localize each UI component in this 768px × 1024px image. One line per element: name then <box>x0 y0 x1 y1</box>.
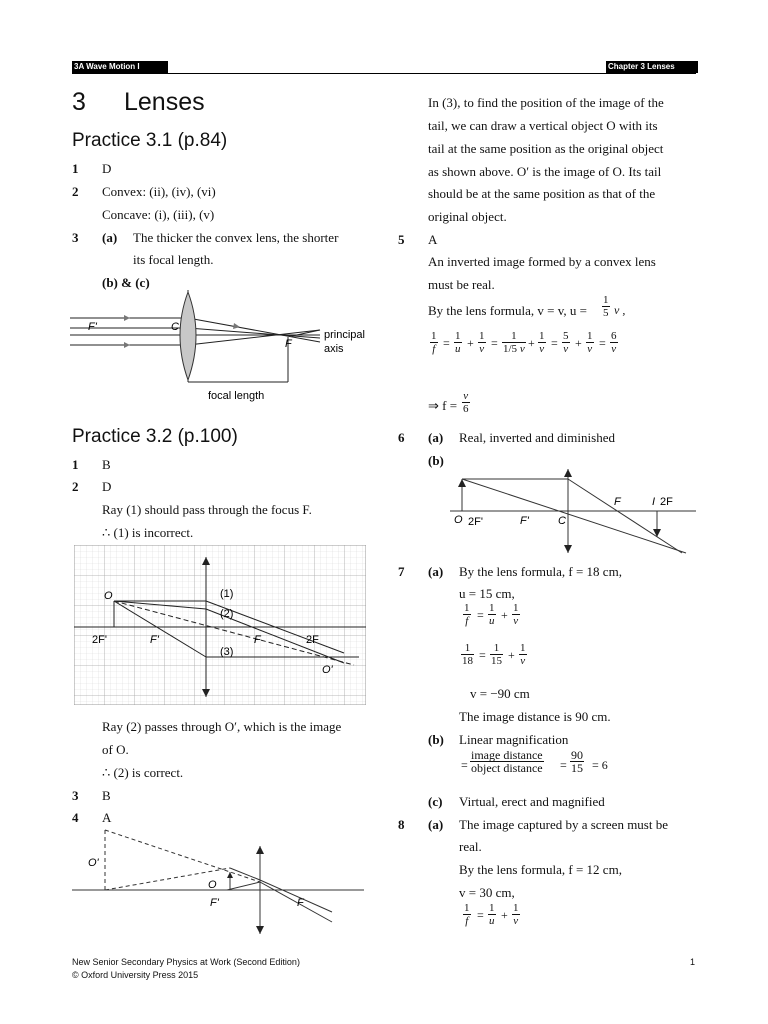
footer-copyright: © Oxford University Press 2015 <box>72 970 199 980</box>
label-f-prime: F' <box>520 515 529 527</box>
label-f-prime: F' <box>150 634 159 646</box>
fraction: $\frac{1}{v}$ <box>520 642 526 667</box>
answer-text: Linear magnification <box>459 732 569 747</box>
math-text: = <box>491 336 498 350</box>
answer-text: must be real. <box>428 277 495 292</box>
part-label: (a) <box>428 430 444 445</box>
answer-text: v = 30 cm, <box>459 885 515 900</box>
fraction: $\frac{1}{1/5 v}$ <box>503 330 525 355</box>
label-o-prime: O' <box>88 857 99 869</box>
math-text: v , <box>614 303 626 317</box>
label-2f-prime: 2F' <box>92 634 107 646</box>
answer-text: By the lens formula, f = 12 cm, <box>459 862 622 877</box>
label-2f: 2F <box>306 634 319 646</box>
fraction: $\frac{6}{v}$ <box>611 330 617 355</box>
fraction: $\frac{1}{v}$ <box>539 330 545 355</box>
q-number: 2 <box>72 184 79 199</box>
answer-text: B <box>102 457 111 472</box>
q-number: 5 <box>398 232 405 247</box>
answer-text: The image distance is 90 cm. <box>459 709 611 724</box>
image-arrow-icon <box>653 529 661 537</box>
lens-arrow-bottom-icon <box>256 926 264 934</box>
answer-text: By the lens formula, f = 18 cm, <box>459 564 622 579</box>
math-text: = 6 <box>592 758 608 772</box>
part-label: (a) <box>102 230 118 245</box>
page-number: 1 <box>690 957 696 967</box>
fraction: $\frac{1}{15}$ <box>491 642 502 667</box>
lens-arrow-bottom-icon <box>564 545 572 553</box>
math-text: = <box>599 336 606 350</box>
fraction: $\frac{1}{v}$ <box>587 330 593 355</box>
fraction: $\frac{1}{f}$ <box>464 902 470 927</box>
q-number: 2 <box>72 479 79 494</box>
label-2f-prime: 2F' <box>468 516 483 528</box>
part-label: (a) <box>428 817 444 832</box>
fraction: $\frac{1}{v}$ <box>513 602 519 627</box>
label-o: O <box>104 590 113 602</box>
answer-text: D <box>102 161 112 176</box>
lens-arrow-top-icon <box>256 846 264 854</box>
fraction: $\frac{1}{u}$ <box>489 902 495 927</box>
q-number: 7 <box>398 564 405 579</box>
label-c: C <box>558 515 566 527</box>
header-chapter-label: Chapter 3 Lenses <box>606 61 698 73</box>
label-i: I <box>652 496 656 508</box>
answer-text: of O. <box>102 742 129 757</box>
convex-lens-shape <box>180 292 196 380</box>
convex-lens-diagram <box>70 290 380 410</box>
fraction: $\frac{1}{v}$ <box>513 902 519 927</box>
q-number: 6 <box>398 430 405 445</box>
math-text: = <box>477 608 484 622</box>
fraction: $\frac{1}{f}$ <box>464 602 470 627</box>
answer-text: real. <box>459 839 482 854</box>
answer-text: Convex: (ii), (iv), (vi) <box>102 184 216 199</box>
answer-text: Ray (1) should pass through the focus F. <box>102 502 312 517</box>
part-label: (c) <box>428 794 443 809</box>
arrow-icon <box>124 342 130 348</box>
label-f-prime: F' <box>210 897 219 909</box>
math-text: + <box>501 608 508 622</box>
fraction: $\frac{90}{15}$ <box>571 748 583 775</box>
intro-line: should be at the same position as that of the <box>428 186 656 201</box>
answer-text: its focal length. <box>133 252 214 267</box>
answer-text: ∴ (1) is incorrect. <box>102 525 194 540</box>
chapter-number: 3 <box>72 88 86 116</box>
footer-book-title: New Senior Secondary Physics at Work (Second Edition) <box>72 957 300 967</box>
part-label: (a) <box>428 564 444 579</box>
label-c: C <box>171 321 179 333</box>
header-rule <box>72 73 696 74</box>
label-f: F <box>297 897 304 909</box>
grid-ray-diagram <box>74 545 366 705</box>
intro-line: tail, we can draw a vertical object O with its <box>428 118 658 133</box>
intro-line: as shown above. O′ is the image of O. Its tail <box>428 164 662 179</box>
answer-text: The image captured by a screen must be <box>459 817 668 832</box>
label-o: O <box>454 514 463 526</box>
answer-text: Real, inverted and diminished <box>459 430 615 445</box>
lens-formula-text: By the lens formula, v = v, u = <box>428 303 587 318</box>
q-number: 1 <box>72 457 79 472</box>
answer-text: Virtual, erect and magnified <box>459 794 605 809</box>
q-number: 3 <box>72 230 79 245</box>
math-text: = <box>560 758 567 772</box>
header-section-label: 3A Wave Motion I <box>72 61 168 73</box>
answer-text: D <box>102 479 112 494</box>
answer-text: Ray (2) passes through O′, which is the image <box>102 719 342 734</box>
math-text: + <box>467 336 474 350</box>
practice-3-1-title: Practice 3.1 (p.84) <box>72 130 228 151</box>
math-text: + <box>501 908 508 922</box>
label-2f: 2F <box>660 496 673 508</box>
label-axis: axis <box>324 343 344 355</box>
label-ray-1: (1) <box>220 588 234 600</box>
label-o: O <box>208 879 217 891</box>
label-f: F <box>614 496 621 508</box>
answer-text: A <box>102 810 112 825</box>
label-o-prime: O' <box>322 664 333 676</box>
arrow-icon <box>124 315 130 321</box>
fraction: $\frac{5}{v}$ <box>563 330 569 355</box>
label-principal: principal <box>324 329 365 341</box>
answer-text: A <box>428 232 438 247</box>
intro-line: original object. <box>428 209 507 224</box>
fraction: $\frac{1}{v}$ <box>479 330 485 355</box>
label-ray-2: (2) <box>220 608 234 620</box>
answer-text: B <box>102 788 111 803</box>
math-text: = <box>461 758 468 772</box>
arrow-icon <box>233 323 240 329</box>
q-number: 3 <box>72 788 79 803</box>
q-number: 1 <box>72 161 79 176</box>
part-label: (b) <box>428 453 444 468</box>
q4-ray-diagram <box>72 822 372 940</box>
fraction: $\frac{v}{6}$ <box>463 390 469 415</box>
q6-ray-diagram <box>450 465 698 557</box>
answer-text: Concave: (i), (iii), (v) <box>102 207 215 222</box>
part-label: (b) <box>428 732 444 747</box>
answer-text: u = 15 cm, <box>459 586 515 601</box>
answer-text: The thicker the convex lens, the shorter <box>133 230 339 245</box>
math-text: = <box>479 648 486 662</box>
math-text: + <box>528 336 535 350</box>
q-number: 8 <box>398 817 405 832</box>
math-text: = <box>477 908 484 922</box>
answer-text: An inverted image formed by a convex lens <box>428 254 656 269</box>
practice-3-2-title: Practice 3.2 (p.100) <box>72 426 238 447</box>
intro-line: In (3), to find the position of the image of the <box>428 95 664 110</box>
fraction: $\frac{1}{f}$ <box>431 330 437 355</box>
label-f: F <box>285 338 292 350</box>
math-text: + <box>508 648 515 662</box>
math-text: = <box>443 336 450 350</box>
lens-arrow-top-icon <box>564 469 572 477</box>
chapter-title: Lenses <box>124 88 205 116</box>
answer-text: v = −90 cm <box>470 686 530 701</box>
label-f-prime: F' <box>88 321 97 333</box>
fraction: $\frac{1}{u}$ <box>455 330 461 355</box>
fraction-magnification: image distance object distance <box>471 748 543 775</box>
label-f: F <box>254 634 261 646</box>
label-ray-3: (3) <box>220 646 234 658</box>
fraction: $\frac{1}{18}$ <box>462 642 473 667</box>
result-text: ⇒ f = <box>428 398 458 413</box>
label-focal-length: focal length <box>208 390 265 402</box>
math-text: = <box>551 336 558 350</box>
q-number: 4 <box>72 810 79 825</box>
intro-line: tail at the same position as the original object <box>428 141 664 156</box>
math-text: + <box>575 336 582 350</box>
fraction-1-5: $\frac{1}{5}$ <box>603 294 609 319</box>
part-label: (b) & (c) <box>102 275 150 290</box>
answer-text: ∴ (2) is correct. <box>102 765 184 780</box>
fraction: $\frac{1}{u}$ <box>489 602 495 627</box>
